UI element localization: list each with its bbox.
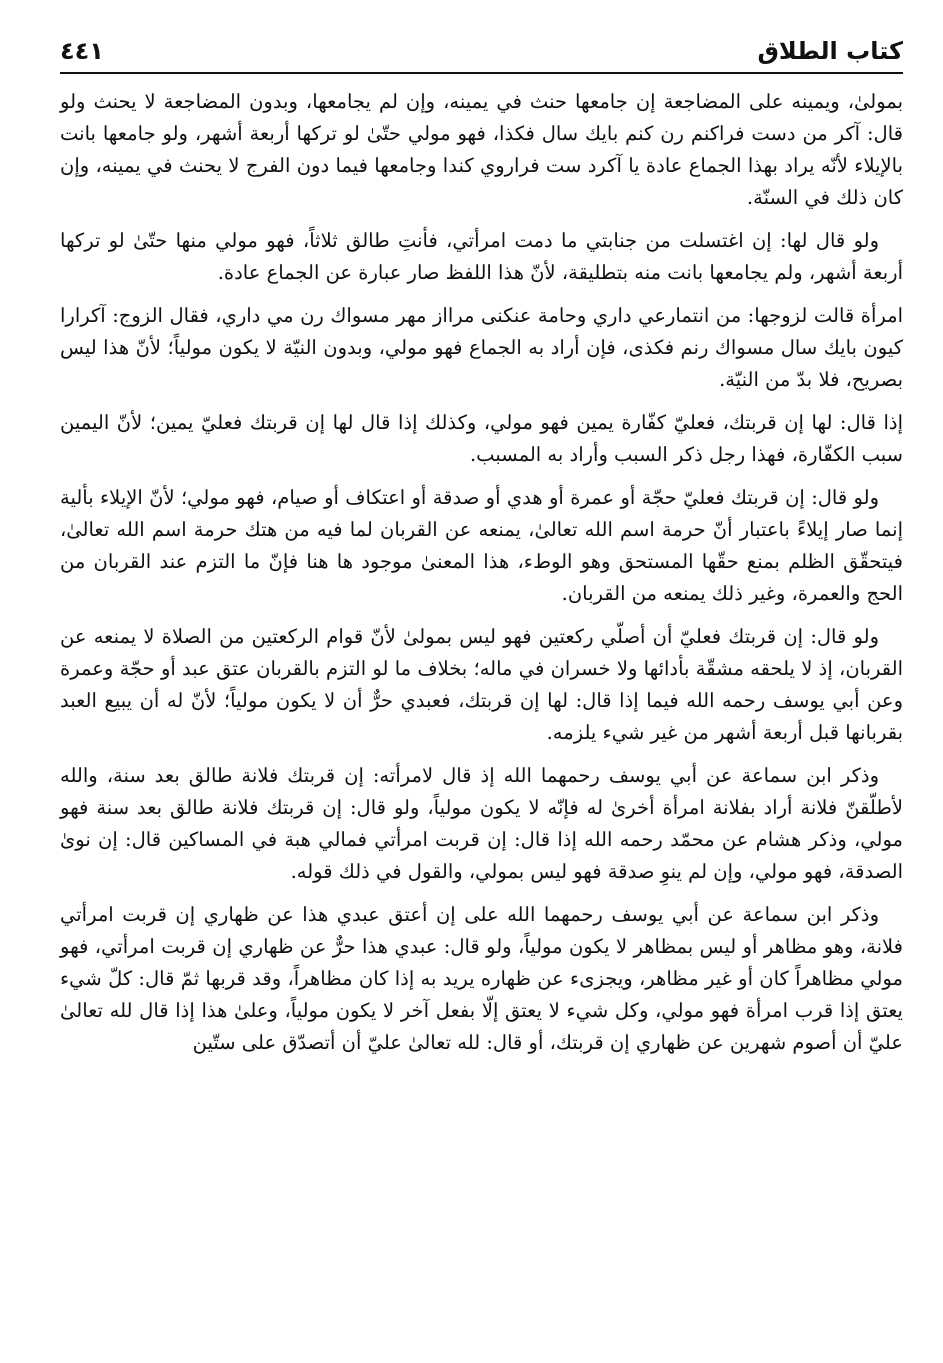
paragraph-2: ولو قال لها: إن اغتسلت من جنابتي ما دمت امرأتي، فأنتِ طالق ثلاثاً، فهو مولي منها حتّىٰ لو تركها أربعة أشهر، ولم يجامعها بانت منه بتطليقة، لأنّ هذا اللفظ صار عبارة عن الجماع عادة. <box>60 229 903 284</box>
page-body <box>60 86 903 1070</box>
paragraph-8: وذكر ابن سماعة عن أبي يوسف رحمهما الله على إن أعتق عبدي هذا عن ظهاري إن قربت امرأتي فلانة، وهو مظاهر أو ليس بمظاهر لا يكون مولياً، ولو قال: عبدي هذا حرٌّ عن ظهاري إن قربت امرأتي، فهو مولي مظاهراً كان أو غير مظاهر، ويجزىء عن ظهاره يريد به إذا كان مظاهراً، وقد قربها ثمّ قال: كلّ شيء يعتق إذا قرب امرأة فهو مولي، وكل شيء لا يعتق إلّا بفعل آخر لا يكون مولياً، وعلىٰ هذا إذا قال لله تعالىٰ عليّ أن أصوم شهرين عن ظهاري إن قربتك، أو قال: لله تعالىٰ عليّ أن أتصدّق على ستّين <box>60 903 903 1054</box>
page-number: ٤٤١ <box>60 37 104 65</box>
paragraph-7: وذكر ابن سماعة عن أبي يوسف رحمهما الله إذ قال لامرأته: إن قربتك فلانة طالق بعد سنة، والله لأطلّقنّ فلانة أراد بفلانة امرأة أخرىٰ له فإنّه لا يكون مولياً، ولو قال: إن قربتك فلانة طالق بعد سنة فهو مولي، وذكر هشام عن محمّد رحمه الله إذا قال: إن قربت امرأتي فمالي هبة في المساكين قال: إن نوىٰ الصدقة، فهو مولي، وإن لم ينوِ صدقة فهو ليس بمولي، والقول في ذلك قوله. <box>60 764 903 883</box>
paragraph-4: إذا قال: لها إن قربتك، فعليّ كفّارة يمين فهو مولي، وكذلك إذا قال لها إن قربتك فعليّ يمين؛ لأنّ اليمين سبب الكفّارة، فهذا رجل ذكر السبب وأراد به المسبب. <box>60 411 903 466</box>
paragraph-5: ولو قال: إن قربتك فعليّ حجّة أو عمرة أو هدي أو صدقة أو اعتكاف أو صيام، فهو مولي؛ لأنّ الإيلاء بألية إنما صار إيلاءً باعتبار أنّ حرمة اسم الله تعالىٰ، يمنعه عن القربان لما فيه من هتك حرمة اسم الله تعالىٰ، فيتحقّق الظلم بمنع حقّها المستحق وهو الوطء، هذا المعنىٰ موجود ها هنا فإنّ ما التزم عند القربان من الحج والعمرة، وغير ذلك يمنعه من القربان. <box>60 486 903 605</box>
paragraph-6: ولو قال: إن قربتك فعليّ أن أصلّي ركعتين فهو ليس بمولىٰ لأنّ قوام الركعتين من الصلاة لا يمنعه عن القربان، إذ لا يلحقه مشقّة بأدائها ولا خسران في ماله؛ بخلاف ما لو التزم بالقربان عتق عبد أو حجّة وعمرة وعن أبي يوسف رحمه الله فيما إذا قال: لها إن قربتك، فعبدي حرٌّ أن لا يكون مولياً؛ لأنّ له أن يبيع العبد بقربانها قبل أربعة أشهر من غير شيء يلزمه. <box>60 625 903 744</box>
header-divider <box>60 72 903 74</box>
page-header <box>60 30 903 74</box>
paragraph-1: بمولىٰ، ويمينه على المضاجعة إن جامعها حنث في يمينه، وإن لم يجامعها، وبدون المضاجعة لا يحنث ولو قال: آكر من دست فراكنم رن كنم بايك سال فكذا، فهو مولي حتّىٰ لو تركها أربعة أشهر، ولو جامعها بانت بالإيلاء لأنّه يراد بهذا الجماع عادة يا آكرد ست فراروي كندا وجامعها فيما دون الفرج لا يحنث في يمينه، وإن كان ذلك في السنّة. <box>60 90 903 209</box>
paragraph-3: امرأة قالت لزوجها: من انتمارعي داري وحامة عنكنى مرااز مهر مسواك رن مي داري، فقال الزوج: آكرارا كيون بايك سال مسواك رنم فكذى، فإن أراد به الجماع فهو مولي، وبدون النيّة لا يكون مولياً؛ لأنّ هذا ليس بصريح، فلا بدّ من النيّة. <box>60 304 903 391</box>
chapter-title: كتاب الطلاق <box>757 37 903 65</box>
